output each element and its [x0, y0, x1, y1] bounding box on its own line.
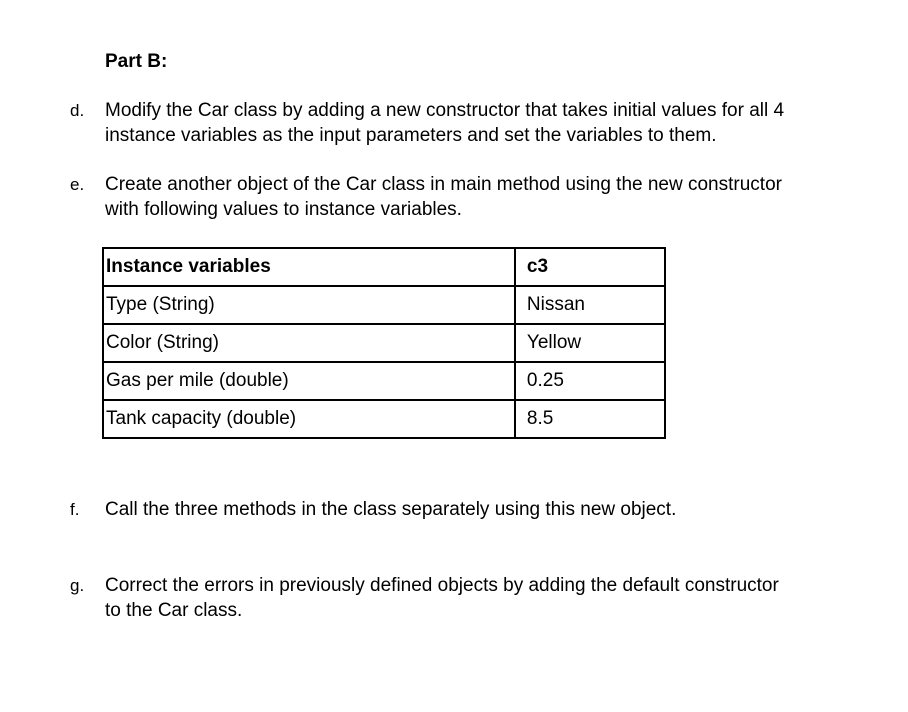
instance-variables-table	[102, 247, 666, 439]
list-item-text: Create another object of the Car class in main method using the new constructor with following values to instance variables.	[105, 174, 782, 220]
table-header-cell: Instance variables	[103, 248, 515, 286]
table-cell: Gas per mile (double)	[103, 362, 515, 400]
table-cell: 8.5	[515, 400, 665, 438]
table-row	[103, 362, 665, 400]
list-marker: d.	[70, 101, 85, 120]
table-cell: Color (String)	[103, 324, 515, 362]
list-item-text: Modify the Car class by adding a new constructor that takes initial values for all 4 instance variables as the input parameters and set the variables to them.	[105, 100, 785, 146]
table-cell: Nissan	[515, 286, 665, 324]
table-cell: Yellow	[515, 324, 665, 362]
table-row	[103, 324, 665, 362]
section-heading: Part B:	[105, 51, 168, 72]
list-item-text: Correct the errors in previously defined objects by adding the default constructor to the Car class.	[105, 575, 779, 621]
table-cell: Type (String)	[103, 286, 515, 324]
table-header-row	[103, 248, 665, 286]
table-row	[103, 400, 665, 438]
table-cell: 0.25	[515, 362, 665, 400]
table-cell: Tank capacity (double)	[103, 400, 515, 438]
list-marker: e.	[70, 175, 85, 194]
table-header-cell: c3	[515, 248, 665, 286]
list-marker: f.	[70, 500, 80, 519]
list-marker: g.	[70, 576, 85, 595]
table-row	[103, 286, 665, 324]
list-item-text: Call the three methods in the class separately using this new object.	[105, 499, 677, 520]
